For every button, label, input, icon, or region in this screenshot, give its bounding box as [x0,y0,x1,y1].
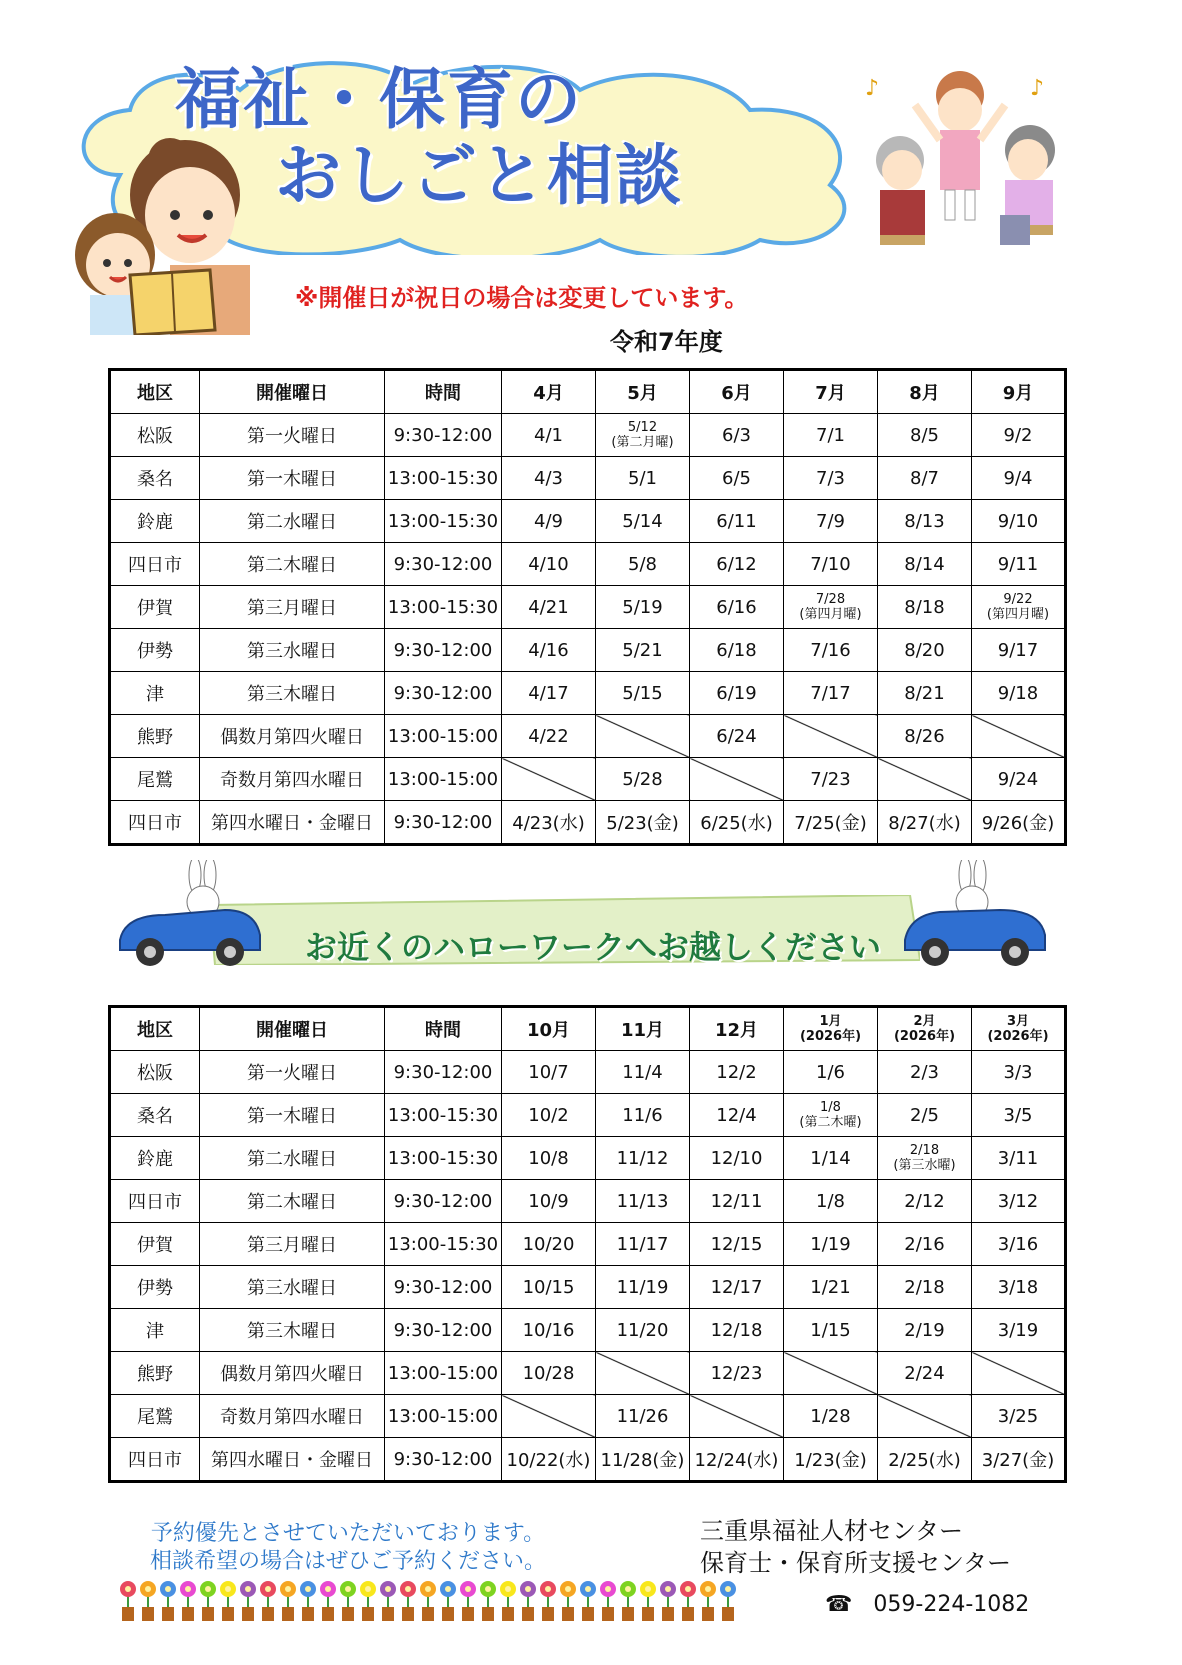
flower-icon [300,1581,316,1621]
area-cell: 尾鷲 [110,1395,200,1438]
table-row [110,1180,1066,1223]
area-cell: 桑名 [110,1094,200,1137]
date-cell: 10/20 [502,1223,596,1266]
column-header: 6月 [690,370,784,414]
weekday-cell: 奇数月第四水曜日 [200,1395,385,1438]
flower-icon [520,1581,536,1621]
mother-child-reading-illustration [60,135,300,335]
time-cell: 13:00-15:30 [385,500,502,543]
date-cell: 10/28 [502,1352,596,1395]
date-cell: 12/2 [690,1051,784,1094]
weekday-cell: 第一木曜日 [200,457,385,500]
date-cell: 7/25(金) [784,801,878,845]
date-cell: 7/16 [784,629,878,672]
date-cell: 9/24 [972,758,1066,801]
weekday-cell: 第三月曜日 [200,586,385,629]
date-cell: 2/5 [878,1094,972,1137]
flower-icon [140,1581,156,1621]
flower-icon [600,1581,616,1621]
date-cell: 9/18 [972,672,1066,715]
car-with-rabbit-left-icon [115,860,265,970]
date-cell: 11/20 [596,1309,690,1352]
weekday-cell: 第三月曜日 [200,1223,385,1266]
date-cell: 9/4 [972,457,1066,500]
date-cell: 4/10 [502,543,596,586]
date-cell: 3/3 [972,1051,1066,1094]
flower-icon [680,1581,696,1621]
date-cell: 9/11 [972,543,1066,586]
area-cell: 尾鷲 [110,758,200,801]
phone-number: 059-224-1082 [873,1592,1030,1617]
weekday-cell: 第二水曜日 [200,1137,385,1180]
time-cell: 9:30-12:00 [385,543,502,586]
column-header: 時間 [385,370,502,414]
flower-icon [280,1581,296,1621]
empty-slash-cell [784,715,878,758]
cell-note: (2026年) [987,1029,1049,1044]
date-cell: 7/1 [784,414,878,457]
weekday-cell: 第二水曜日 [200,500,385,543]
flower-icon [320,1581,336,1621]
time-cell: 13:00-15:30 [385,1094,502,1137]
date-cell: 8/26 [878,715,972,758]
date-cell: 9/26(金) [972,801,1066,845]
date-cell: 5/19 [596,586,690,629]
reservation-note-line-2: 相談希望の場合はぜひご予約ください。 [150,1549,547,1574]
date-cell: 2/19 [878,1309,972,1352]
date-cell: 5/8 [596,543,690,586]
flower-icon [240,1581,256,1621]
weekday-cell: 第四水曜日・金曜日 [200,801,385,845]
date-cell: 1/23(金) [784,1438,878,1482]
table-row [110,801,1066,845]
date-cell: 4/21 [502,586,596,629]
column-header [784,1007,878,1051]
date-cell: 10/2 [502,1094,596,1137]
table-row [110,1309,1066,1352]
date-cell: 3/16 [972,1223,1066,1266]
date-cell: 7/17 [784,672,878,715]
date-cell: 1/28 [784,1395,878,1438]
table-row [110,758,1066,801]
cell-note: (2026年) [799,1029,862,1044]
date-cell: 12/4 [690,1094,784,1137]
flower-icon [540,1581,556,1621]
date-cell: 12/17 [690,1266,784,1309]
flower-icon [580,1581,596,1621]
date-cell: 11/19 [596,1266,690,1309]
date-cell: 10/8 [502,1137,596,1180]
cell-value: 5/12 [627,420,658,435]
cell-note: (第四月曜) [986,607,1050,622]
area-cell: 鈴鹿 [110,1137,200,1180]
weekday-cell: 第一火曜日 [200,1051,385,1094]
date-cell: 2/3 [878,1051,972,1094]
flower-icon [660,1581,676,1621]
column-header: 9月 [972,370,1066,414]
banner-text: お近くのハローワークへお越しください [305,928,882,966]
table-row [110,500,1066,543]
date-cell: 2/25(水) [878,1438,972,1482]
title-line-1: 福祉・保育の [175,61,583,138]
area-cell: 熊野 [110,715,200,758]
date-cell: 11/13 [596,1180,690,1223]
date-cell: 1/8 [784,1180,878,1223]
empty-slash-cell [972,715,1066,758]
column-header: 11月 [596,1007,690,1051]
schedule-table-apr-sep [108,368,1067,846]
date-cell [784,1094,878,1137]
cell-note: (第二木曜) [799,1115,862,1130]
schedule-table-oct-mar [108,1005,1067,1483]
organization-block [700,1515,1011,1579]
table-row [110,1266,1066,1309]
flower-row-decoration [118,1575,738,1625]
column-header: 開催曜日 [200,370,385,414]
weekday-cell: 第一木曜日 [200,1094,385,1137]
holiday-notice: ※開催日が祝日の場合は変更しています。 [295,284,749,312]
organization-name-2: 保育士・保育所支援センター [700,1549,1012,1577]
flower-icon [160,1581,176,1621]
weekday-cell: 第四水曜日・金曜日 [200,1438,385,1482]
table-row [110,543,1066,586]
cell-value: 2月 [913,1014,936,1029]
date-cell: 6/19 [690,672,784,715]
area-cell: 伊賀 [110,1223,200,1266]
column-header: 地区 [110,1007,200,1051]
table-row [110,1137,1066,1180]
time-cell: 13:00-15:00 [385,1352,502,1395]
date-cell: 9/10 [972,500,1066,543]
area-cell: 伊勢 [110,629,200,672]
column-header: 開催曜日 [200,1007,385,1051]
date-cell: 9/2 [972,414,1066,457]
date-cell: 8/13 [878,500,972,543]
table-row [110,629,1066,672]
time-cell: 13:00-15:30 [385,586,502,629]
empty-slash-cell [502,1395,596,1438]
time-cell: 9:30-12:00 [385,1266,502,1309]
column-header: 10月 [502,1007,596,1051]
flower-icon [400,1581,416,1621]
column-header: 時間 [385,1007,502,1051]
cell-value: 7/28 [815,592,846,607]
date-cell: 5/14 [596,500,690,543]
column-header: 4月 [502,370,596,414]
date-cell: 5/28 [596,758,690,801]
time-cell: 9:30-12:00 [385,1180,502,1223]
column-header: 地区 [110,370,200,414]
date-cell: 4/3 [502,457,596,500]
area-cell: 伊勢 [110,1266,200,1309]
cell-note: (第四月曜) [799,607,862,622]
date-cell: 2/24 [878,1352,972,1395]
cell-value: 1月 [819,1014,842,1029]
date-cell: 5/15 [596,672,690,715]
phone-contact [825,1592,1029,1617]
date-cell: 6/24 [690,715,784,758]
time-cell: 13:00-15:00 [385,758,502,801]
date-cell: 10/16 [502,1309,596,1352]
date-cell: 6/18 [690,629,784,672]
date-cell: 6/5 [690,457,784,500]
fiscal-year-label: 令和7年度 [610,328,723,356]
flower-icon [120,1581,136,1621]
time-cell: 13:00-15:30 [385,457,502,500]
date-cell: 6/11 [690,500,784,543]
weekday-cell: 偶数月第四火曜日 [200,1352,385,1395]
table-row [110,1395,1066,1438]
cell-note: (第二月曜) [611,435,674,450]
date-cell: 8/20 [878,629,972,672]
date-cell: 1/15 [784,1309,878,1352]
empty-slash-cell [972,1352,1066,1395]
date-cell: 6/16 [690,586,784,629]
date-cell: 10/15 [502,1266,596,1309]
time-cell: 13:00-15:00 [385,715,502,758]
area-cell: 津 [110,1309,200,1352]
area-cell: 伊賀 [110,586,200,629]
empty-slash-cell [690,758,784,801]
table-row [110,1223,1066,1266]
date-cell: 10/7 [502,1051,596,1094]
table-row [110,1352,1066,1395]
date-cell: 7/3 [784,457,878,500]
date-cell: 12/24(水) [690,1438,784,1482]
date-cell: 2/12 [878,1180,972,1223]
date-cell: 12/11 [690,1180,784,1223]
empty-slash-cell [878,1395,972,1438]
table-row [110,1094,1066,1137]
date-cell: 8/21 [878,672,972,715]
date-cell: 11/26 [596,1395,690,1438]
date-cell: 4/17 [502,672,596,715]
weekday-cell: 第二木曜日 [200,1180,385,1223]
date-cell [784,586,878,629]
date-cell: 4/9 [502,500,596,543]
date-cell [878,1137,972,1180]
car-with-rabbit-right-icon [900,860,1050,970]
area-cell: 松阪 [110,414,200,457]
flower-icon [460,1581,476,1621]
date-cell: 8/18 [878,586,972,629]
date-cell: 3/19 [972,1309,1066,1352]
date-cell: 12/18 [690,1309,784,1352]
table-row [110,672,1066,715]
date-cell: 2/18 [878,1266,972,1309]
weekday-cell: 第三木曜日 [200,672,385,715]
date-cell: 7/9 [784,500,878,543]
flower-icon [720,1581,736,1621]
area-cell: 津 [110,672,200,715]
date-cell: 6/3 [690,414,784,457]
time-cell: 9:30-12:00 [385,1438,502,1482]
flower-icon [620,1581,636,1621]
cell-value: 1/8 [820,1100,841,1115]
time-cell: 9:30-12:00 [385,1051,502,1094]
reservation-note [150,1520,546,1576]
weekday-cell: 第一火曜日 [200,414,385,457]
cell-value: 3月 [1006,1014,1030,1029]
weekday-cell: 奇数月第四水曜日 [200,758,385,801]
area-cell: 鈴鹿 [110,500,200,543]
date-cell: 3/18 [972,1266,1066,1309]
date-cell: 1/19 [784,1223,878,1266]
table-row [110,457,1066,500]
weekday-cell: 第二木曜日 [200,543,385,586]
flower-icon [420,1581,436,1621]
flower-icon [220,1581,236,1621]
date-cell: 11/4 [596,1051,690,1094]
area-cell: 熊野 [110,1352,200,1395]
flower-icon [260,1581,276,1621]
organization-name-1: 三重県福祉人材センター [700,1517,964,1545]
table-row [110,414,1066,457]
cell-note: (第三水曜) [893,1158,956,1173]
empty-slash-cell [784,1352,878,1395]
caregiver-elderly-illustration [860,65,1080,265]
date-cell: 1/14 [784,1137,878,1180]
date-cell: 2/16 [878,1223,972,1266]
date-cell: 12/10 [690,1137,784,1180]
date-cell: 9/17 [972,629,1066,672]
area-cell: 桑名 [110,457,200,500]
flower-icon [180,1581,196,1621]
column-header: 7月 [784,370,878,414]
area-cell: 四日市 [110,1180,200,1223]
column-header [878,1007,972,1051]
date-cell: 3/25 [972,1395,1066,1438]
flower-icon [640,1581,656,1621]
date-cell: 3/5 [972,1094,1066,1137]
date-cell: 8/14 [878,543,972,586]
table-header-row [110,1007,1066,1051]
phone-icon: ☎ [825,1592,853,1617]
cell-value: 9/22 [1003,592,1033,607]
date-cell: 3/12 [972,1180,1066,1223]
date-cell: 4/23(水) [502,801,596,845]
svg-text:♪: ♪ [1030,76,1045,101]
table-header-row [110,370,1066,414]
cell-value: 2/18 [909,1143,940,1158]
flower-icon [480,1581,496,1621]
area-cell: 四日市 [110,543,200,586]
date-cell: 12/23 [690,1352,784,1395]
weekday-cell: 第三水曜日 [200,629,385,672]
date-cell: 6/25(水) [690,801,784,845]
weekday-cell: 第三木曜日 [200,1309,385,1352]
area-cell: 四日市 [110,1438,200,1482]
date-cell: 12/15 [690,1223,784,1266]
title-line-2: おしごと相談 [275,137,683,214]
date-cell: 7/10 [784,543,878,586]
flower-icon [380,1581,396,1621]
column-header: 8月 [878,370,972,414]
date-cell: 11/12 [596,1137,690,1180]
weekday-cell: 偶数月第四火曜日 [200,715,385,758]
date-cell [972,586,1066,629]
table-row [110,1051,1066,1094]
cell-note: (2026年) [893,1029,956,1044]
empty-slash-cell [596,1352,690,1395]
svg-text:♪: ♪ [865,76,880,101]
date-cell: 8/5 [878,414,972,457]
date-cell: 11/28(金) [596,1438,690,1482]
weekday-cell: 第三水曜日 [200,1266,385,1309]
date-cell [596,414,690,457]
date-cell: 5/23(金) [596,801,690,845]
area-cell: 四日市 [110,801,200,845]
date-cell: 11/17 [596,1223,690,1266]
empty-slash-cell [690,1395,784,1438]
empty-slash-cell [878,758,972,801]
flower-icon [200,1581,216,1621]
table-row [110,715,1066,758]
time-cell: 9:30-12:00 [385,629,502,672]
date-cell: 4/1 [502,414,596,457]
flower-icon [340,1581,356,1621]
date-cell: 1/21 [784,1266,878,1309]
date-cell: 8/27(水) [878,801,972,845]
date-cell: 6/12 [690,543,784,586]
empty-slash-cell [502,758,596,801]
column-header: 5月 [596,370,690,414]
time-cell: 13:00-15:30 [385,1223,502,1266]
date-cell: 8/7 [878,457,972,500]
date-cell: 3/11 [972,1137,1066,1180]
date-cell: 4/16 [502,629,596,672]
date-cell: 7/23 [784,758,878,801]
flower-icon [500,1581,516,1621]
reservation-note-line-1: 予約優先とさせていただいております。 [150,1521,546,1546]
column-header: 12月 [690,1007,784,1051]
table-row [110,586,1066,629]
date-cell: 3/27(金) [972,1438,1066,1482]
date-cell: 1/6 [784,1051,878,1094]
time-cell: 13:00-15:30 [385,1137,502,1180]
date-cell: 10/22(水) [502,1438,596,1482]
time-cell: 9:30-12:00 [385,414,502,457]
flower-icon [360,1581,376,1621]
area-cell: 松阪 [110,1051,200,1094]
flower-icon [440,1581,456,1621]
time-cell: 9:30-12:00 [385,672,502,715]
flower-icon [560,1581,576,1621]
empty-slash-cell [596,715,690,758]
date-cell: 10/9 [502,1180,596,1223]
date-cell: 5/21 [596,629,690,672]
date-cell: 11/6 [596,1094,690,1137]
flower-icon [700,1581,716,1621]
time-cell: 9:30-12:00 [385,1309,502,1352]
time-cell: 13:00-15:00 [385,1395,502,1438]
time-cell: 9:30-12:00 [385,801,502,845]
date-cell: 5/1 [596,457,690,500]
date-cell: 4/22 [502,715,596,758]
table-row [110,1438,1066,1482]
column-header [972,1007,1066,1051]
